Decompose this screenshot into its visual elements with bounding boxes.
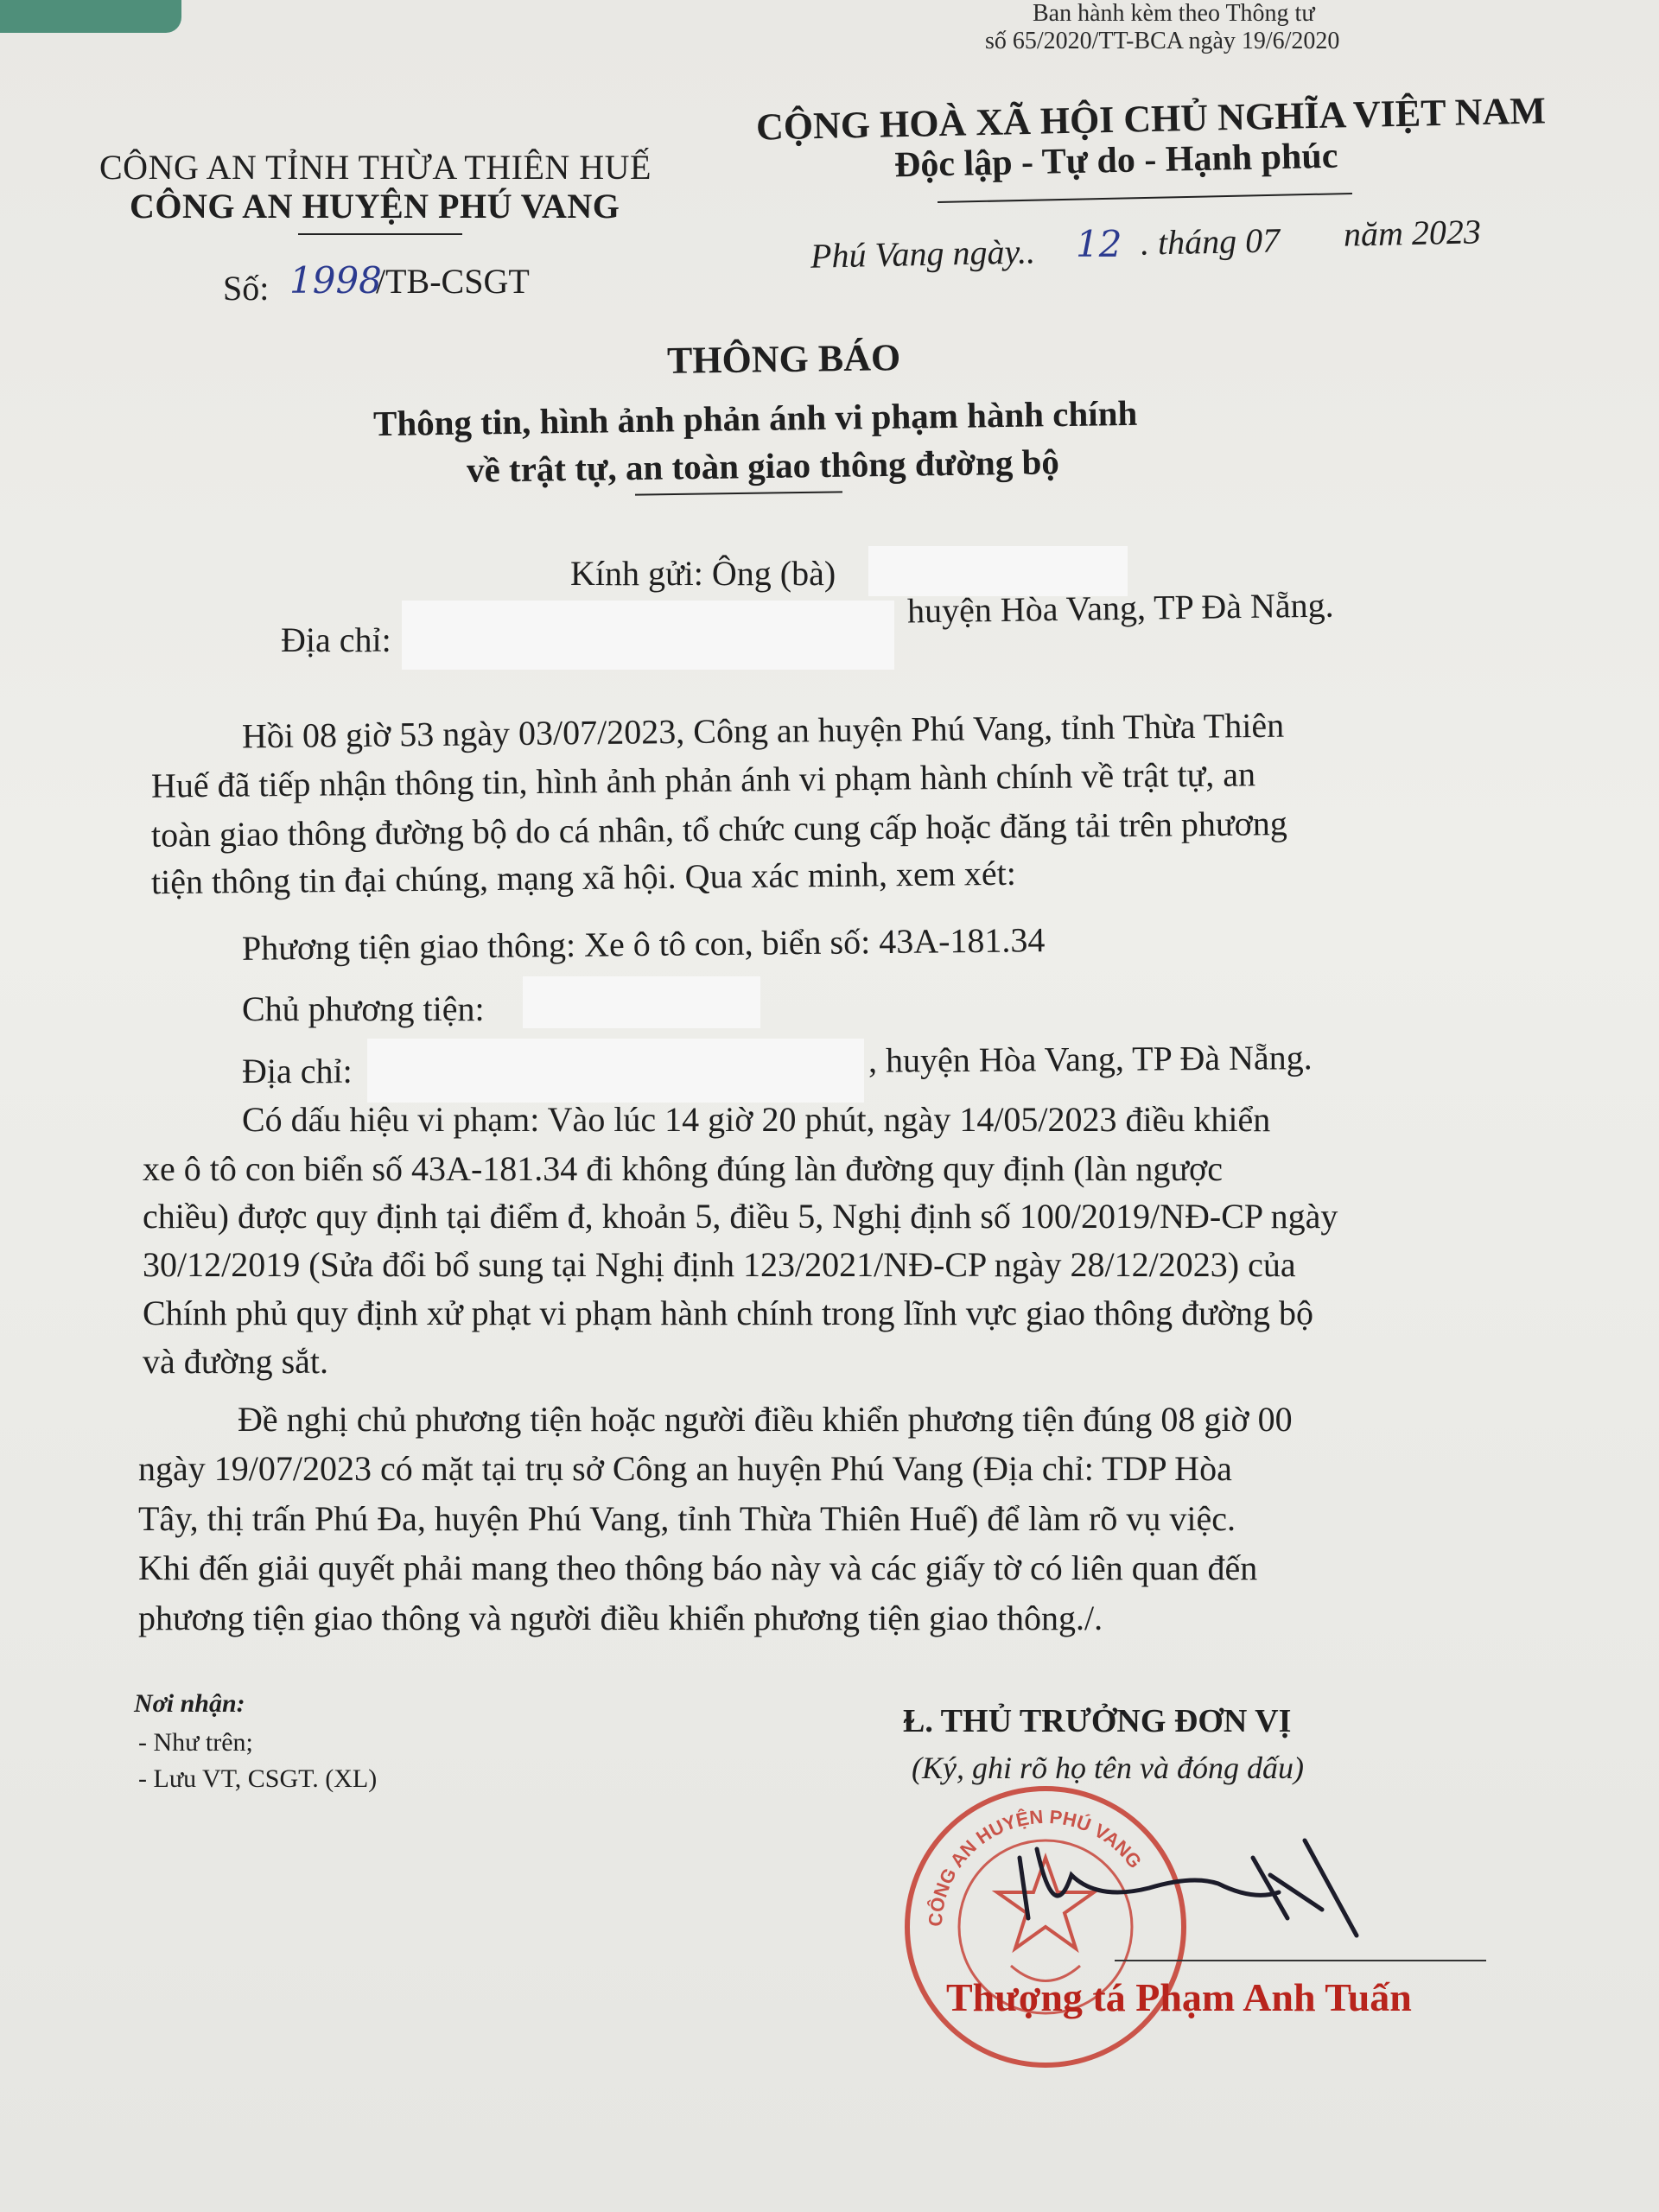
doc-subtitle-line1: Thông tin, hình ảnh phản ánh vi phạm hành chính bbox=[372, 392, 1138, 444]
nation-name: CỘNG HOÀ XÃ HỘI CHỦ NGHĨA VIỆT NAM bbox=[755, 89, 1547, 149]
recipients-heading: Nơi nhận: bbox=[134, 1689, 245, 1718]
signature-title: Ɫ. THỦ TRƯỞNG ĐƠN VỊ bbox=[903, 1703, 1292, 1739]
stamp-ring-text: CÔNG AN HUYỆN PHÚ VANG bbox=[924, 1805, 1147, 1928]
signature-note: (Ký, ghi rõ họ tên và đóng dấu) bbox=[912, 1751, 1304, 1785]
nation-motto: Độc lập - Tự do - Hạnh phúc bbox=[893, 136, 1338, 186]
recipients-item-1: - Như trên; bbox=[138, 1728, 253, 1757]
form-note-line2: số 65/2020/TT-BCA ngày 19/6/2020 bbox=[985, 28, 1340, 54]
agency-unit: CÔNG AN HUYỆN PHÚ VANG bbox=[130, 187, 620, 226]
owner-address-label: Địa chỉ: bbox=[242, 1052, 353, 1090]
doc-number-value: 1998 bbox=[289, 259, 382, 302]
request-line3: Tây, thị trấn Phú Đa, huyện Phú Vang, tỉnh Thừa Thiên Huế) để làm rõ vụ việc. bbox=[138, 1499, 1236, 1538]
motto-underline bbox=[938, 193, 1352, 203]
request-line1: Đề nghị chủ phương tiện hoặc người điều khiển phương tiện đúng 08 giờ 00 bbox=[238, 1400, 1293, 1439]
doc-number-label: Số: bbox=[223, 269, 270, 308]
violation-line1: Có dấu hiệu vi phạm: Vào lúc 14 giờ 20 phút, ngày 14/05/2023 điều khiển bbox=[242, 1100, 1271, 1139]
handwritten-signature bbox=[994, 1823, 1408, 1953]
form-note-line1: Ban hành kèm theo Thông tư bbox=[1033, 0, 1315, 27]
signature-line bbox=[1115, 1960, 1486, 1961]
folder-tab-corner bbox=[0, 0, 181, 33]
redacted-owner bbox=[523, 976, 760, 1028]
owner-address-tail: , huyện Hòa Vang, TP Đà Nẵng. bbox=[868, 1038, 1313, 1080]
redacted-owner-address bbox=[367, 1039, 864, 1103]
para1-line1: Hồi 08 giờ 53 ngày 03/07/2023, Công an huyện Phú Vang, tỉnh Thừa Thiên bbox=[241, 705, 1285, 756]
agency-parent: CÔNG AN TỈNH THỪA THIÊN HUẾ bbox=[99, 148, 652, 187]
request-line5: phương tiện giao thông và người điều khiển phương tiện giao thông./. bbox=[138, 1599, 1103, 1637]
doc-title: THÔNG BÁO bbox=[666, 336, 901, 382]
violation-line3: chiều) được quy định tại điểm đ, khoản 5, điều 5, Nghị định số 100/2019/NĐ-CP ngày bbox=[143, 1197, 1338, 1236]
date-day: 12 bbox=[1076, 223, 1122, 265]
para1-line3: toàn giao thông đường bộ do cá nhân, tổ chức cung cấp hoặc đăng tải trên phương bbox=[150, 804, 1287, 855]
violation-line6: và đường sắt. bbox=[143, 1342, 329, 1381]
owner-label: Chủ phương tiện: bbox=[242, 989, 485, 1028]
redacted-address bbox=[402, 601, 894, 670]
date-year: năm 2023 bbox=[1343, 212, 1482, 254]
subtitle-underline bbox=[635, 491, 842, 495]
violation-line5: Chính phủ quy định xử phạt vi phạm hành chính trong lĩnh vực giao thông đường bộ bbox=[143, 1294, 1313, 1332]
date-prefix: Phú Vang ngày.. bbox=[810, 232, 1036, 276]
doc-subtitle-line2: về trật tự, an toàn giao thông đường bộ bbox=[466, 442, 1060, 490]
violation-line2: xe ô tô con biển số 43A-181.34 đi không đúng làn đường quy định (làn ngược bbox=[143, 1149, 1223, 1188]
doc-number-suffix: /TB-CSGT bbox=[376, 262, 530, 301]
recipient-greeting: Kính gửi: Ông (bà) bbox=[570, 554, 836, 593]
agency-underline bbox=[298, 233, 462, 235]
para1-line2: Huế đã tiếp nhận thông tin, hình ảnh phản ánh vi phạm hành chính về trật tự, an bbox=[150, 754, 1256, 805]
request-line4: Khi đến giải quyết phải mang theo thông báo này và các giấy tờ có liên quan đến bbox=[138, 1548, 1258, 1587]
vehicle-line: Phương tiện giao thông: Xe ô tô con, biển số: 43A-181.34 bbox=[241, 920, 1046, 968]
violation-line4: 30/12/2019 (Sửa đổi bổ sung tại Nghị định 123/2021/NĐ-CP ngày 28/12/2023) của bbox=[143, 1245, 1296, 1284]
signer-name: Thượng tá Phạm Anh Tuấn bbox=[946, 1975, 1412, 2019]
recipient-address-label: Địa chỉ: bbox=[281, 620, 391, 659]
recipient-address-tail: huyện Hòa Vang, TP Đà Nẵng. bbox=[906, 585, 1334, 631]
para1-line4: tiện thông tin đại chúng, mạng xã hội. Qua xác minh, xem xét: bbox=[150, 853, 1017, 902]
recipients-item-2: - Lưu VT, CSGT. (XL) bbox=[138, 1764, 378, 1793]
date-month: . tháng 07 bbox=[1140, 220, 1281, 263]
request-line2: ngày 19/07/2023 có mặt tại trụ sở Công an huyện Phú Vang (Địa chỉ: TDP Hòa bbox=[138, 1449, 1232, 1488]
